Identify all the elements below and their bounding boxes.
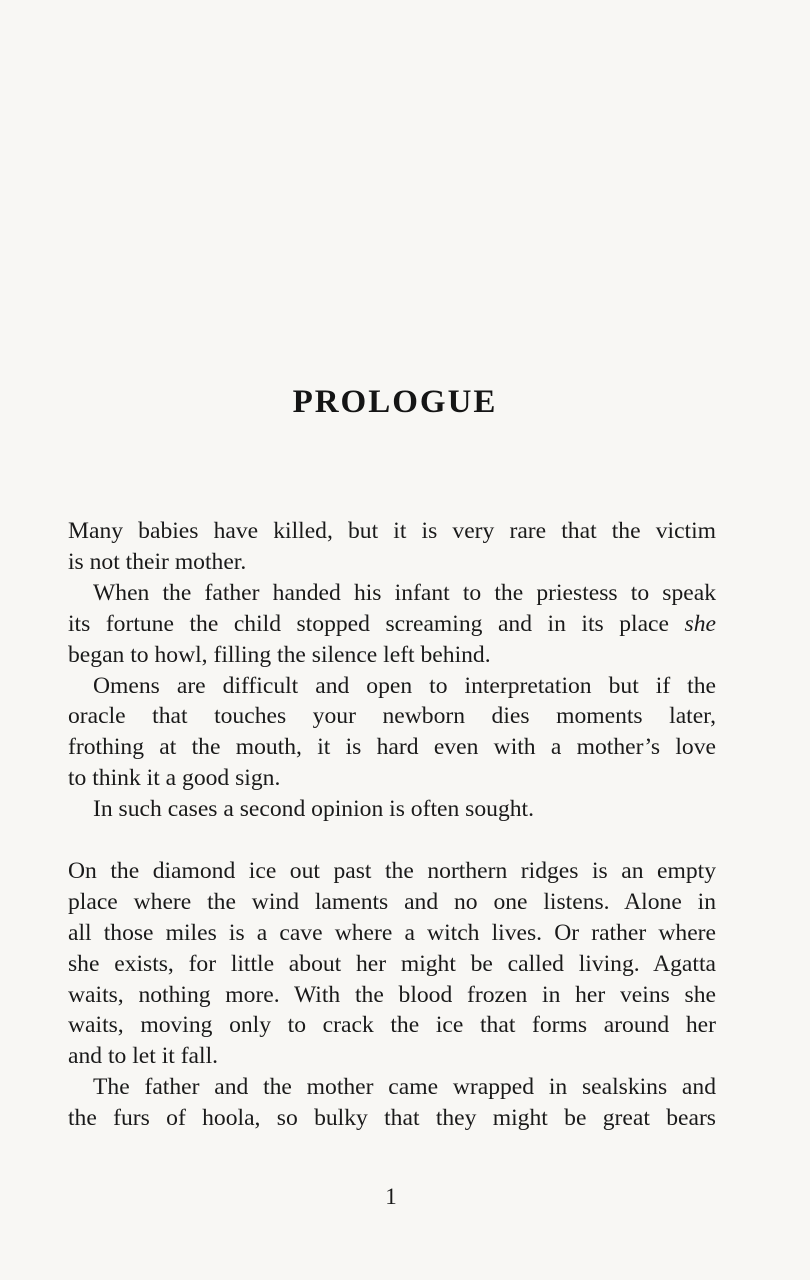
text-line: all those miles is a cave where a witch lives. Or rather where: [68, 919, 716, 946]
text-line: place where the wind laments and no one listens. Alone in: [68, 888, 716, 915]
text-line: she exists, for little about her might be called living. Agatta: [68, 950, 716, 977]
text-line: frothing at the mouth, it is hard even with a mother’s love: [68, 734, 716, 761]
text-line: On the diamond ice out past the northern ridges is an empty: [68, 857, 716, 884]
text-line: The father and the mother came wrapped in sealskins and: [93, 1074, 716, 1101]
text-line: waits, nothing more. With the blood frozen in her veins she: [68, 981, 716, 1008]
chapter-title: PROLOGUE: [292, 384, 498, 420]
text-line: oracle that touches your newborn dies moments later,: [68, 703, 716, 730]
text-line: When the father handed his infant to the priestess to speak: [93, 579, 716, 606]
emphasis: she: [684, 610, 716, 637]
text-line: to think it a good sign.: [68, 765, 281, 792]
text-line: began to howl, filling the silence left behind.: [68, 641, 491, 668]
text-line: Omens are difficult and open to interpretation but if the: [93, 672, 716, 699]
text-line: In such cases a second opinion is often sought.: [93, 796, 534, 823]
page-number: 1: [385, 1184, 397, 1209]
section-break: [68, 825, 716, 856]
text-line: is not their mother.: [68, 548, 247, 575]
text-line: its fortune the child stopped screaming and in its place she: [68, 610, 716, 637]
text-line: and to let it fall.: [68, 1043, 219, 1070]
text-line: waits, moving only to crack the ice that forms around her: [68, 1012, 716, 1039]
text-line: Many babies have killed, but it is very rare that the victim: [68, 518, 716, 544]
body-text: [68, 516, 716, 1134]
text-line: the furs of hoola, so bulky that they might be great bears: [68, 1105, 716, 1132]
